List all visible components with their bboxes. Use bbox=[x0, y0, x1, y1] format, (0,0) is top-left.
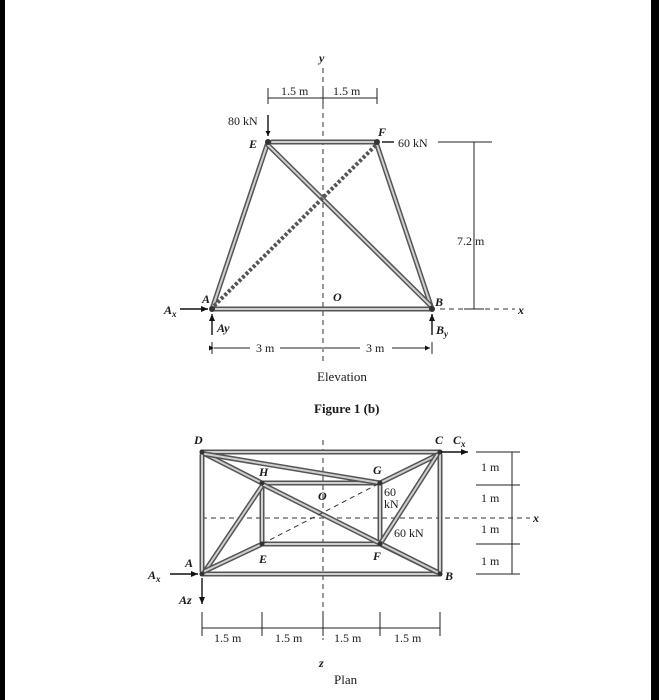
joint-H bbox=[260, 481, 265, 486]
plan-node-B: B bbox=[445, 569, 454, 583]
dim-height-label: 7.2 m bbox=[457, 234, 485, 248]
load-G-label-line1: 60 bbox=[384, 485, 396, 499]
elevation-node-A: A bbox=[202, 292, 211, 306]
dim-right-2: 1 m bbox=[481, 491, 500, 505]
elevation-caption: Elevation bbox=[317, 369, 367, 384]
joint-F bbox=[374, 139, 380, 145]
plan-dims-bottom bbox=[202, 612, 440, 645]
elevation-node-B: B bbox=[435, 295, 444, 309]
dim-bottom-3: 1.5 m bbox=[334, 631, 362, 645]
joint-D bbox=[200, 450, 205, 455]
load-60kN-label: 60 kN bbox=[398, 136, 428, 150]
dim-top-right-label: 1.5 m bbox=[333, 84, 361, 98]
plan-node-C: C bbox=[435, 433, 444, 447]
joint-E-plan bbox=[260, 542, 265, 547]
plan-node-H: H bbox=[259, 465, 269, 479]
dim-right-3: 1 m bbox=[481, 522, 500, 536]
dim-bottom-1: 1.5 m bbox=[214, 631, 242, 645]
elevation-node-O: O bbox=[333, 290, 342, 304]
figure-label: Figure 1 (b) bbox=[314, 401, 380, 416]
plan-node-G: G bbox=[373, 463, 382, 477]
joint-F-plan bbox=[378, 542, 383, 547]
joint-A bbox=[209, 306, 215, 312]
joint-B-plan bbox=[438, 572, 443, 577]
dim-bottom-2: 1.5 m bbox=[275, 631, 303, 645]
load-F-label: 60 kN bbox=[394, 526, 424, 540]
plan-z-axis-label: z bbox=[319, 656, 324, 670]
joint-G bbox=[378, 481, 383, 486]
load-G-label-line2: kN bbox=[384, 497, 399, 511]
reaction-Az-label: Az bbox=[179, 593, 192, 607]
reaction-Ay-label: Ay bbox=[217, 321, 230, 335]
dim-right-4: 1 m bbox=[481, 554, 500, 568]
plan-node-D: D bbox=[194, 433, 203, 447]
dim-right-1: 1 m bbox=[481, 460, 500, 474]
dim-bottom-right-label: 3 m bbox=[366, 341, 385, 355]
reaction-Ax-label: $A_x$ bbox=[164, 303, 177, 319]
elevation-node-F: F bbox=[378, 125, 387, 139]
elevation-y-axis-label: y bbox=[319, 51, 325, 65]
reaction-Ax-plan-label: $A_x$ bbox=[148, 568, 161, 584]
dim-bottom-4: 1.5 m bbox=[394, 631, 422, 645]
plan-dims-right bbox=[476, 452, 520, 574]
plan-node-O: O bbox=[318, 489, 327, 503]
joint-A-plan bbox=[200, 572, 205, 577]
dim-bottom-left-label: 3 m bbox=[256, 341, 275, 355]
elevation-node-E: E bbox=[249, 137, 258, 151]
plan-x-axis-label: x bbox=[533, 511, 539, 525]
reaction-By-label: $B_y$ bbox=[436, 323, 449, 339]
plan-view bbox=[147, 433, 539, 687]
plan-node-A: A bbox=[185, 556, 194, 570]
reaction-Cx-label: $C_x$ bbox=[453, 433, 466, 449]
dim-top-left-label: 1.5 m bbox=[281, 84, 309, 98]
plan-node-E: E bbox=[259, 552, 268, 566]
plan-node-F: F bbox=[373, 549, 382, 563]
joint-E bbox=[265, 139, 271, 145]
load-80kN-label: 80 kN bbox=[228, 114, 258, 128]
elevation-view bbox=[163, 51, 524, 416]
plan-caption: Plan bbox=[334, 672, 358, 687]
elevation-x-axis-label: x bbox=[518, 303, 524, 317]
